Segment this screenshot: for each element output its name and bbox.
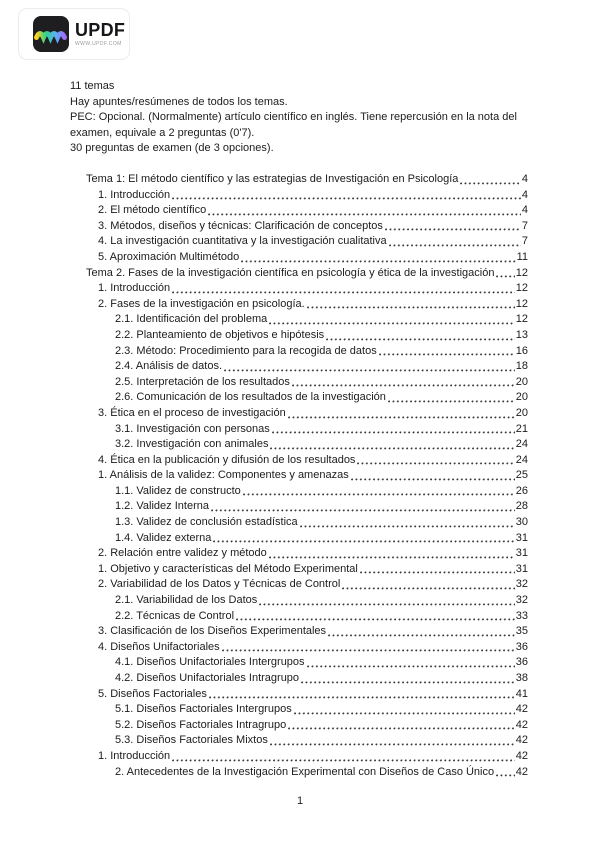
toc-entry[interactable] bbox=[70, 531, 528, 547]
leader-dots bbox=[460, 182, 521, 185]
toc-entry-page: 31 bbox=[515, 547, 528, 560]
toc-entry-title: 2.6. Comunicación de los resultados de la investigación bbox=[115, 391, 386, 404]
toc-entry-page: 24 bbox=[515, 453, 528, 466]
toc-entry-title: 5. Aproximación Multimétodo bbox=[98, 250, 240, 263]
toc-entry-page: 4 bbox=[521, 173, 528, 185]
toc-entry-title: 3. Métodos, diseños y técnicas: Clarificación de conceptos bbox=[98, 219, 383, 232]
toc-entry-title: 4.1. Diseños Unifactoriales Intergrupos bbox=[115, 656, 305, 669]
toc-entry-title: 2. Variabilidad de los Datos y Técnicas de Control bbox=[98, 578, 341, 591]
toc-entry-page: 31 bbox=[515, 531, 528, 544]
toc-entry[interactable] bbox=[70, 733, 528, 749]
intro-block bbox=[70, 79, 528, 157]
toc-entry-page: 42 bbox=[515, 718, 528, 731]
toc-entry-page: 42 bbox=[515, 765, 528, 778]
toc-entry-title: 3.1. Investigación con personas bbox=[115, 422, 270, 435]
toc-entry[interactable] bbox=[70, 453, 528, 469]
updf-logo-badge bbox=[18, 8, 130, 60]
toc-entry[interactable] bbox=[70, 468, 528, 484]
leader-dots bbox=[172, 759, 515, 762]
intro-line: PEC: Opcional. (Normalmente) artículo científico en inglés. Tiene repercusión en la nota del examen, equivale a 2 preguntas (0'7). bbox=[70, 111, 517, 139]
toc-entry-page: 13 bbox=[515, 328, 528, 341]
leader-dots bbox=[294, 712, 515, 715]
toc-entry-title: 4. Ética en la publicación y difusión de los resultados bbox=[98, 453, 356, 466]
leader-dots bbox=[388, 400, 515, 403]
updf-wave-icon bbox=[33, 16, 69, 52]
toc-entry-title: 2.2. Técnicas de Control bbox=[115, 609, 235, 622]
leader-dots bbox=[272, 431, 515, 434]
toc-entry[interactable] bbox=[70, 281, 528, 297]
leader-dots bbox=[222, 649, 515, 652]
leader-dots bbox=[389, 244, 521, 247]
toc-entry-page: 26 bbox=[515, 484, 528, 497]
leader-dots bbox=[288, 416, 515, 419]
leader-dots bbox=[385, 228, 521, 231]
toc-entry-page: 7 bbox=[521, 219, 528, 232]
leader-dots bbox=[292, 384, 515, 387]
toc-entry-title: 4. Diseños Unifactoriales bbox=[98, 640, 220, 653]
toc-entry-page: 12 bbox=[515, 297, 528, 310]
toc-entry-title: 2.2. Planteamiento de objetivos e hipótesis bbox=[115, 328, 325, 341]
toc-entry-page: 42 bbox=[515, 703, 528, 716]
toc-entry-page: 35 bbox=[515, 625, 528, 638]
toc-entry[interactable] bbox=[70, 671, 528, 687]
toc-entry[interactable] bbox=[70, 344, 528, 360]
toc-entry[interactable] bbox=[70, 359, 528, 375]
toc-entry[interactable] bbox=[70, 765, 528, 781]
toc-entry-page: 28 bbox=[515, 500, 528, 513]
toc-entry-page: 4 bbox=[521, 188, 528, 201]
toc-list bbox=[70, 172, 528, 780]
toc-entry[interactable] bbox=[70, 562, 528, 578]
toc-entry-title: 2.5. Interpretación de los resultados bbox=[115, 375, 290, 388]
leader-dots bbox=[307, 306, 515, 309]
toc-entry[interactable] bbox=[70, 312, 528, 328]
toc-entry-page: 21 bbox=[515, 422, 528, 435]
toc-entry[interactable] bbox=[70, 718, 528, 734]
toc-entry-title: 1.2. Validez Interna bbox=[115, 500, 209, 513]
leader-dots bbox=[270, 447, 514, 450]
updf-logo-text bbox=[75, 21, 125, 47]
leader-dots bbox=[379, 353, 515, 356]
toc-entry-page: 12 bbox=[515, 282, 528, 295]
toc-entry[interactable] bbox=[70, 577, 528, 593]
toc-entry-page: 25 bbox=[515, 469, 528, 482]
toc-entry[interactable] bbox=[70, 546, 528, 562]
leader-dots bbox=[208, 213, 521, 216]
toc-entry[interactable] bbox=[70, 406, 528, 422]
toc-entry-page: 36 bbox=[515, 656, 528, 669]
leader-dots bbox=[288, 727, 515, 730]
toc-entry[interactable] bbox=[70, 437, 528, 453]
toc-entry-title: 5.3. Diseños Factoriales Mixtos bbox=[115, 734, 268, 747]
toc-entry-page: 4 bbox=[521, 204, 528, 217]
toc-entry[interactable] bbox=[70, 234, 528, 250]
intro-line: 30 preguntas de examen (de 3 opciones). bbox=[70, 142, 274, 154]
toc-entry-title: 1.1. Validez de constructo bbox=[115, 484, 241, 497]
leader-dots bbox=[307, 665, 515, 668]
toc-entry-title: 4.2. Diseños Unifactoriales Intragrupo bbox=[115, 672, 300, 684]
leader-dots bbox=[209, 696, 515, 699]
toc-entry-page: 7 bbox=[521, 235, 528, 248]
toc-entry-title: 3. Clasificación de los Diseños Experimentales bbox=[98, 625, 327, 638]
toc-entry[interactable] bbox=[70, 702, 528, 718]
toc-entry-page: 41 bbox=[515, 687, 528, 700]
toc-entry-title: 2.4. Análisis de datos. bbox=[115, 360, 223, 373]
leader-dots bbox=[496, 275, 514, 278]
leader-dots bbox=[496, 774, 515, 777]
toc-entry[interactable] bbox=[70, 219, 528, 235]
leader-dots bbox=[301, 681, 515, 684]
toc-entry-title: 2.1. Identificación del problema bbox=[115, 313, 268, 326]
leader-dots bbox=[269, 322, 514, 325]
toc-entry[interactable] bbox=[70, 624, 528, 640]
toc-entry-page: 20 bbox=[515, 375, 528, 388]
toc-entry-page: 30 bbox=[515, 516, 528, 529]
leader-dots bbox=[172, 197, 521, 200]
toc-entry[interactable] bbox=[70, 328, 528, 344]
leader-dots bbox=[300, 525, 515, 528]
toc-entry-title: 3. Ética en el proceso de investigación bbox=[98, 406, 286, 419]
updf-website-text: WWW.UPDF.COM bbox=[75, 41, 122, 47]
leader-dots bbox=[269, 556, 515, 559]
toc-entry-page: 20 bbox=[515, 391, 528, 404]
toc-entry-title: 1.3. Validez de conclusión estadística bbox=[115, 516, 298, 529]
toc-entry-page: 20 bbox=[515, 406, 528, 419]
leader-dots bbox=[211, 509, 515, 512]
toc-entry-page: 31 bbox=[515, 562, 528, 575]
toc-entry-title: 3.2. Investigación con animales bbox=[115, 438, 269, 451]
toc-entry[interactable] bbox=[70, 297, 528, 313]
toc-entry[interactable] bbox=[70, 655, 528, 671]
toc-entry-title: 1. Introducción bbox=[98, 749, 171, 762]
toc-entry-title: 1. Introducción bbox=[98, 282, 171, 295]
toc-entry-title: 2. El método científico bbox=[98, 204, 207, 217]
toc-entry-page: 36 bbox=[515, 640, 528, 653]
leader-dots bbox=[224, 369, 515, 372]
toc-entry[interactable] bbox=[70, 266, 528, 282]
toc-entry[interactable] bbox=[70, 640, 528, 656]
toc-entry-title: Tema 1: El método científico y las estrategias de Investigación en Psicología bbox=[86, 173, 459, 185]
leader-dots bbox=[213, 540, 514, 543]
toc-entry-title: 1. Análisis de la validez: Componentes y amenazas bbox=[98, 469, 349, 482]
leader-dots bbox=[241, 260, 515, 263]
toc-entry-title: 5.2. Diseños Factoriales Intragrupo bbox=[115, 718, 287, 731]
toc-entry-page: 16 bbox=[515, 344, 528, 357]
toc-entry-page: 42 bbox=[515, 734, 528, 747]
leader-dots bbox=[243, 493, 515, 496]
toc-entry-title: 1.4. Validez externa bbox=[115, 531, 212, 544]
toc-entry-page: 32 bbox=[515, 578, 528, 591]
toc-entry[interactable] bbox=[70, 250, 528, 266]
intro-line: 11 temas bbox=[70, 80, 115, 92]
toc-entry[interactable] bbox=[70, 749, 528, 765]
toc-entry-title: 2.1. Variabilidad de los Datos bbox=[115, 594, 258, 607]
toc-entry-page: 32 bbox=[515, 594, 528, 607]
toc-entry-title: 2.3. Método: Procedimiento para la recogida de datos bbox=[115, 344, 377, 357]
toc-entry-page: 33 bbox=[515, 609, 528, 622]
toc-entry[interactable] bbox=[70, 484, 528, 500]
toc-entry-title: 5. Diseños Factoriales bbox=[98, 687, 207, 700]
toc-entry-title: 2. Fases de la investigación en psicología. bbox=[98, 297, 305, 310]
toc-entry[interactable] bbox=[70, 203, 528, 219]
leader-dots bbox=[259, 603, 514, 606]
toc-entry-title: 2. Antecedentes de la Investigación Experimental con Diseños de Caso Único bbox=[115, 765, 495, 778]
toc-entry-title: 4. La investigación cuantitativa y la investigación cualitativa bbox=[98, 235, 387, 248]
toc-entry-page: 18 bbox=[515, 360, 528, 373]
toc-entry[interactable] bbox=[70, 390, 528, 406]
toc-entry-title: 2. Relación entre validez y método bbox=[98, 547, 267, 560]
toc-entry[interactable] bbox=[70, 172, 528, 188]
updf-brand-text: UPDF bbox=[75, 20, 126, 40]
toc-entry[interactable] bbox=[70, 687, 528, 703]
leader-dots bbox=[270, 743, 515, 746]
leader-dots bbox=[172, 291, 515, 294]
toc-entry-page: 38 bbox=[515, 672, 528, 684]
leader-dots bbox=[236, 618, 515, 621]
leader-dots bbox=[326, 338, 515, 341]
toc-entry[interactable] bbox=[70, 609, 528, 625]
leader-dots bbox=[357, 462, 514, 465]
toc-entry-page: 24 bbox=[515, 438, 528, 451]
toc-entry[interactable] bbox=[70, 593, 528, 609]
leader-dots bbox=[360, 571, 515, 574]
toc-entry-page: 11 bbox=[516, 250, 528, 263]
toc-entry[interactable] bbox=[70, 499, 528, 515]
toc-entry-title: 5.1. Diseños Factoriales Intergrupos bbox=[115, 703, 292, 716]
leader-dots bbox=[351, 478, 515, 481]
toc-entry-page: 12 bbox=[515, 266, 528, 279]
toc-entry-page: 42 bbox=[515, 749, 528, 762]
leader-dots bbox=[328, 634, 515, 637]
toc-entry[interactable] bbox=[70, 422, 528, 438]
toc-entry-title: 1. Objetivo y características del Método Experimental bbox=[98, 562, 358, 575]
toc-entry-title: 1. Introducción bbox=[98, 188, 171, 201]
leader-dots bbox=[342, 587, 514, 590]
toc-entry-page: 12 bbox=[515, 313, 528, 326]
toc-entry-title: Tema 2. Fases de la investigación científica en psicología y ética de la investigación bbox=[86, 266, 495, 279]
toc-entry[interactable] bbox=[70, 375, 528, 391]
toc-entry[interactable] bbox=[70, 515, 528, 531]
page-number: 1 bbox=[296, 795, 304, 807]
intro-line: Hay apuntes/resúmenes de todos los temas. bbox=[70, 95, 288, 108]
toc-entry[interactable] bbox=[70, 188, 528, 204]
